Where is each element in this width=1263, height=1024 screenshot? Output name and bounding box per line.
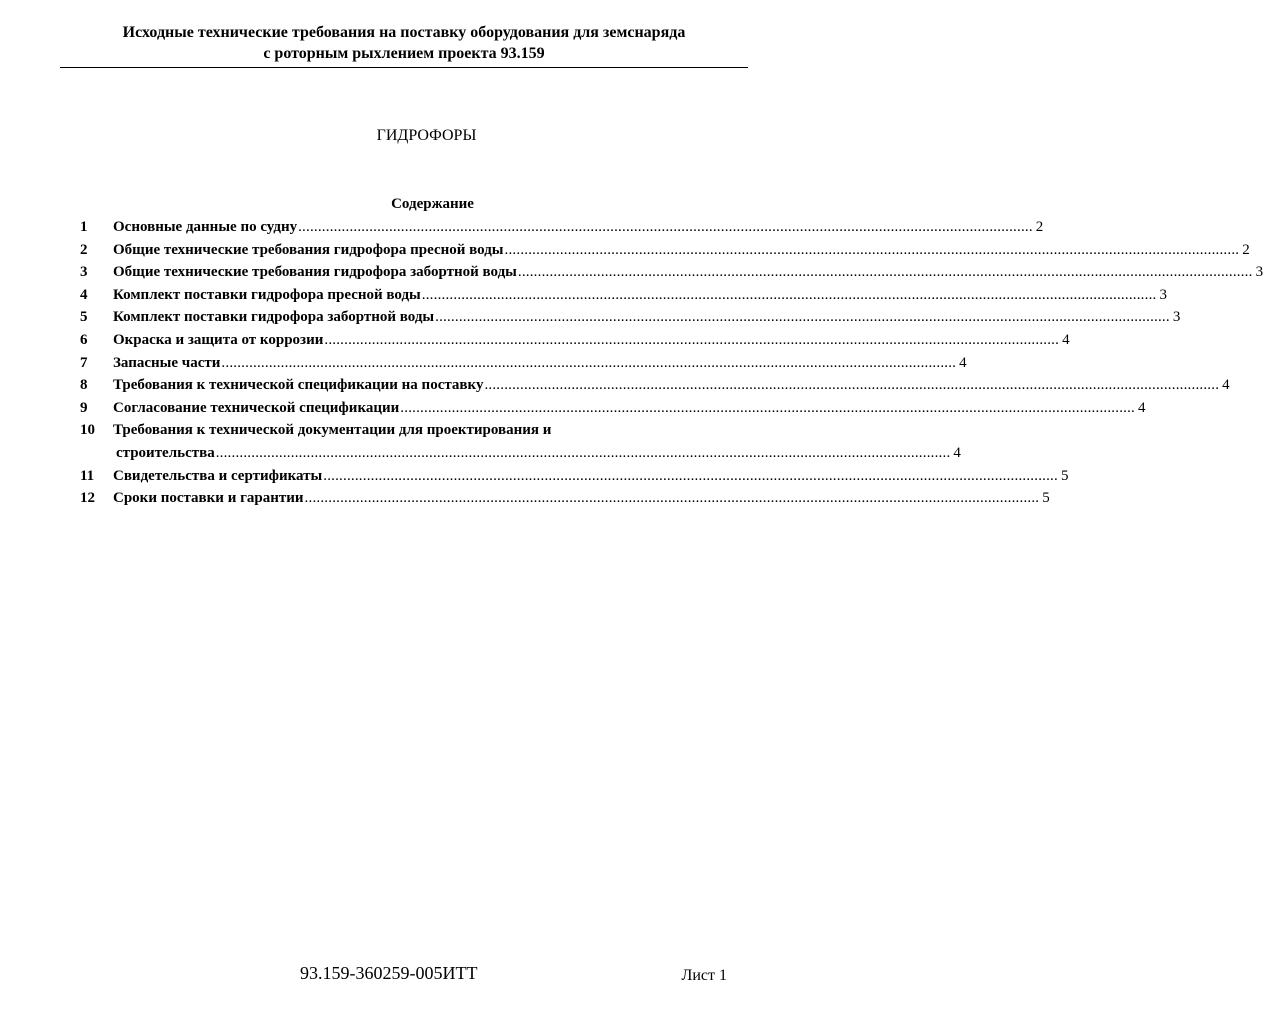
toc-item-5[interactable] [80, 306, 1181, 329]
toc-item-page: 5 [1060, 467, 1069, 484]
toc-item-title: Основные данные по судну [113, 219, 298, 235]
toc-item-title: Запасные части [113, 354, 221, 371]
toc-leader-dots: .......................................................................................................................................................................................... [400, 399, 1135, 416]
toc-item-3[interactable] [80, 261, 1263, 284]
toc-heading: Содержание [391, 196, 474, 212]
table-of-contents [80, 216, 1263, 510]
toc-leader-dots: .......................................................................................................................................................................................... [298, 219, 1033, 235]
toc-item-number: 6 [80, 331, 88, 348]
toc-item-title: Окраска и защита от коррозии [113, 331, 324, 348]
toc-leader-dots: .......................................................................................................................................................................................... [215, 444, 951, 461]
toc-item-number: 9 [80, 399, 88, 416]
toc-item-6[interactable] [80, 329, 1070, 352]
toc-item-title: Свидетельства и сертификаты [113, 467, 323, 484]
toc-leader-dots: .......................................................................................................................................................................................... [484, 377, 1220, 394]
toc-leader-dots: .......................................................................................................................................................................................... [323, 467, 1058, 484]
toc-item-title: Комплект поставки гидрофора забортной воды [113, 309, 435, 326]
toc-item-page: 2 [1035, 219, 1044, 235]
toc-item-12[interactable] [80, 487, 1050, 510]
toc-item-page: 2 [1242, 241, 1250, 258]
document-code: 93.159-360259-005ИТТ [300, 963, 478, 983]
toc-item-7[interactable] [80, 352, 967, 375]
toc-item-title-continued: строительства [116, 444, 215, 461]
toc-leader-dots: .......................................................................................................................................................................................... [435, 309, 1170, 326]
toc-item-title: Комплект поставки гидрофора пресной воды [113, 286, 421, 303]
toc-item-title: Согласование технической спецификации [113, 399, 400, 416]
toc-item-title: Требования к технической документации для проектирования и [113, 422, 552, 439]
toc-item-page: 5 [1042, 490, 1050, 507]
toc-item-title: Сроки поставки и гарантии [113, 490, 304, 507]
toc-item-page: 4 [953, 444, 961, 461]
toc-item-page: 4 [1138, 399, 1146, 416]
header-title-line-2: с роторным рыхлением проекта 93.159 [263, 45, 545, 62]
toc-item-page: 3 [1159, 286, 1167, 303]
header-title-line-1: Исходные технические требования на поставку оборудования для земснаряда [122, 24, 686, 41]
toc-item-number: 5 [80, 309, 88, 326]
toc-item-number: 10 [80, 422, 95, 439]
toc-item-9[interactable] [80, 397, 1146, 420]
toc-leader-dots: .......................................................................................................................................................................................... [221, 354, 957, 371]
toc-item-title: Общие технические требования гидрофора забортной воды [113, 264, 517, 281]
header-divider [60, 67, 748, 68]
toc-leader-dots: .......................................................................................................................................................................................... [421, 286, 1157, 303]
toc-item-number: 8 [80, 377, 88, 394]
toc-leader-dots: .......................................................................................................................................................................................... [304, 490, 1040, 507]
toc-item-page: 4 [1222, 377, 1230, 394]
toc-item-page: 4 [959, 354, 967, 371]
toc-item-number: 12 [80, 490, 95, 507]
toc-item-8[interactable] [80, 374, 1230, 397]
toc-item-title: Требования к технической спецификации на поставку [113, 377, 484, 394]
toc-item-2[interactable] [80, 239, 1250, 262]
toc-item-page: 3 [1172, 309, 1181, 326]
section-title: ГИДРОФОРЫ [376, 127, 477, 144]
toc-item-page: 3 [1255, 264, 1263, 281]
toc-item-1[interactable] [80, 216, 1044, 239]
toc-item-page: 4 [1062, 331, 1070, 348]
toc-leader-dots: .......................................................................................................................................................................................... [324, 331, 1060, 348]
toc-item-number: 11 [80, 467, 95, 484]
toc-item-number: 3 [80, 264, 88, 281]
toc-item-title: Общие технические требования гидрофора пресной воды [113, 241, 504, 258]
toc-leader-dots: .......................................................................................................................................................................................... [504, 241, 1240, 258]
toc-item-number: 7 [80, 354, 88, 371]
toc-leader-dots: .......................................................................................................................................................................................... [517, 264, 1253, 281]
toc-item-number: 1 [80, 219, 88, 235]
sheet-number: Лист 1 [681, 967, 727, 984]
toc-item-11[interactable] [80, 465, 1069, 488]
toc-item-4[interactable] [80, 284, 1167, 307]
document-header [60, 22, 748, 64]
toc-item-number: 4 [80, 286, 88, 303]
toc-item-10[interactable] [80, 419, 961, 464]
toc-item-number: 2 [80, 241, 88, 258]
